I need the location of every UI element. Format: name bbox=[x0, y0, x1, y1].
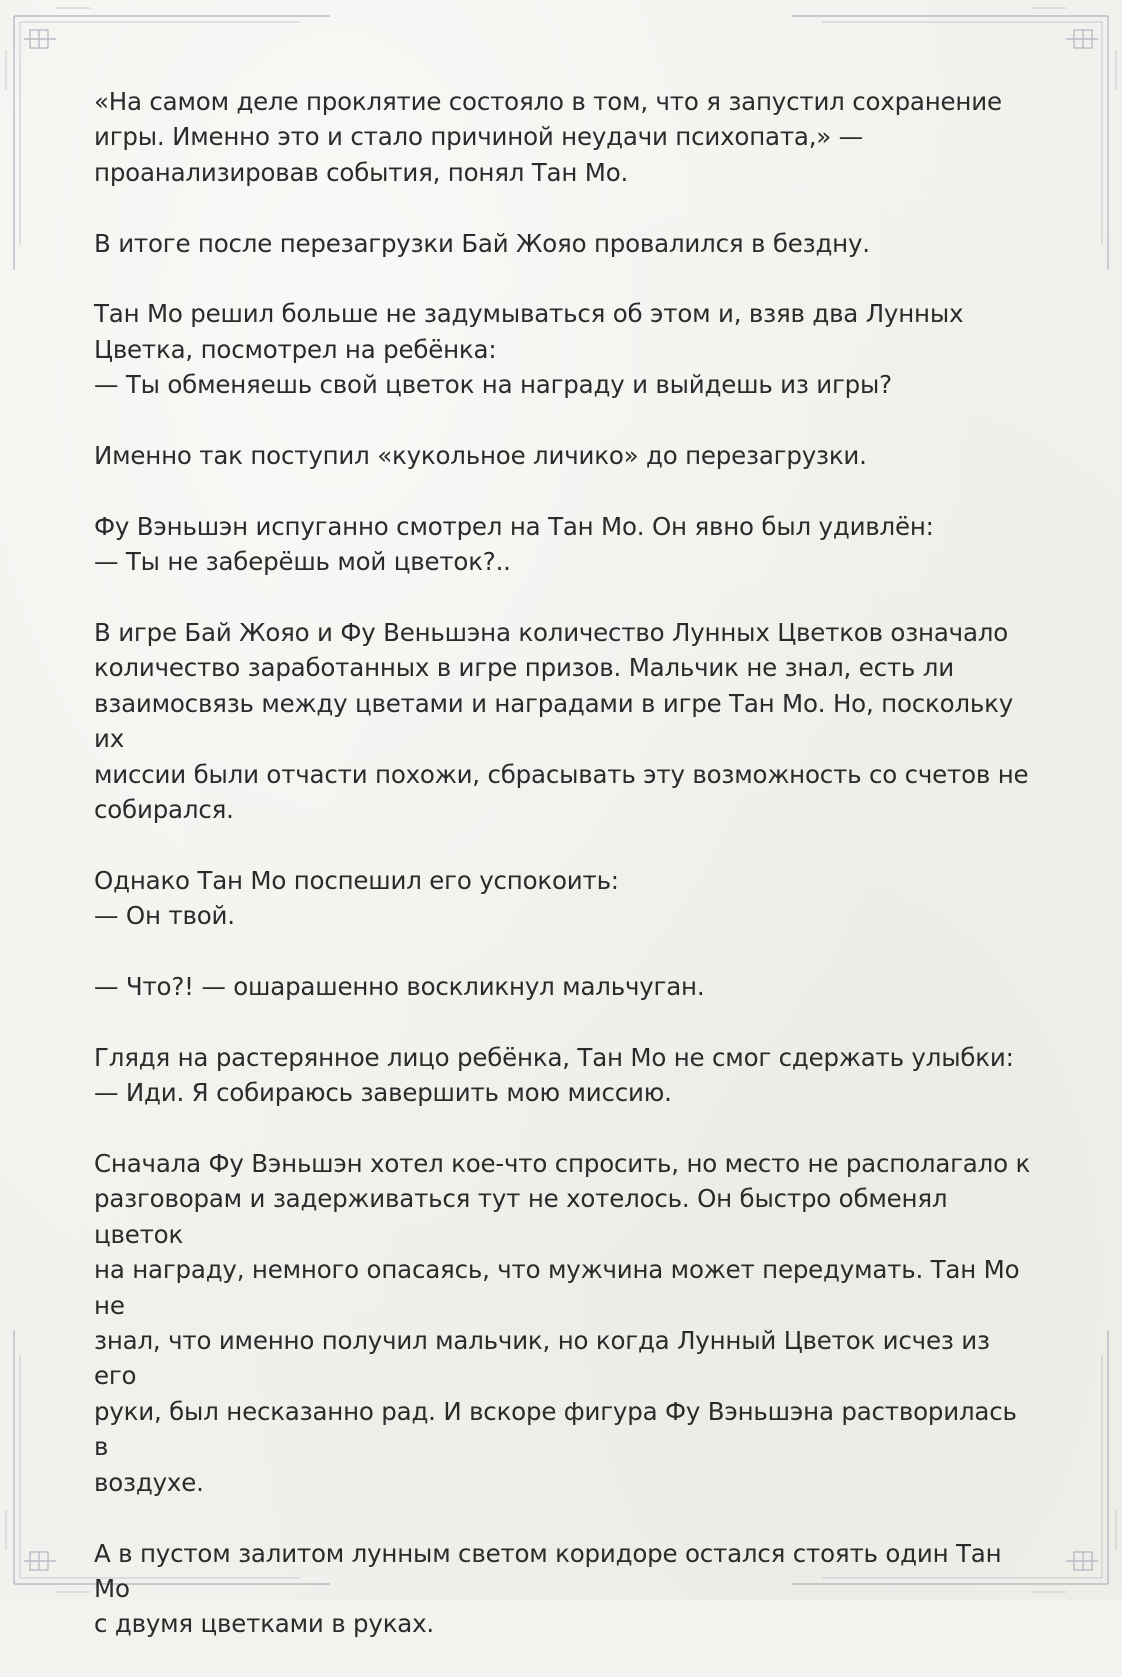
text-line: игры. Именно это и стало причиной неудачи психопата,» — bbox=[94, 122, 863, 152]
dialogue-line: — Иди. Я собираюсь завершить мою миссию. bbox=[94, 1078, 672, 1108]
document-body bbox=[94, 84, 1034, 1677]
dialogue-line: — Ты обменяешь свой цветок на награду и выйдешь из игры? bbox=[94, 370, 892, 400]
text-line: В итоге после перезагрузки Бай Жояо провалился в бездну. bbox=[94, 228, 870, 258]
text-line: руки, был несказанно рад. И вскоре фигура Фу Вэньшэна растворилась в bbox=[94, 1396, 1017, 1462]
text-line: В игре Бай Жояо и Фу Веньшэна количество Лунных Цветков означало bbox=[94, 618, 1009, 648]
text-line: Глядя на растерянное лицо ребёнка, Тан Мо не смог сдержать улыбки: bbox=[94, 1042, 1014, 1072]
paragraph-6 bbox=[94, 615, 1034, 827]
text-line: с двумя цветками в руках. bbox=[94, 1609, 434, 1639]
text-line: Цветка, посмотрел на ребёнка: bbox=[94, 334, 497, 364]
text-line: разговорам и задерживаться тут не хотелось. Он быстро обменял цветок bbox=[94, 1184, 948, 1249]
dialogue-line: — Что?! — ошарашенно воскликнул мальчуган. bbox=[94, 972, 705, 1002]
text-line: А в пустом залитом лунным светом коридоре остался стоять один Тан Мо bbox=[94, 1538, 1002, 1603]
paragraph-7 bbox=[94, 863, 1034, 934]
paragraph-3 bbox=[94, 296, 1034, 402]
paragraph-4 bbox=[94, 438, 1034, 473]
text-line: Фу Вэньшэн испуганно смотрел на Тан Мо. Он явно был удивлён: bbox=[94, 511, 934, 541]
paragraph-11 bbox=[94, 1536, 1034, 1642]
text-line: Именно так поступил «кукольное личико» до перезагрузки. bbox=[94, 441, 867, 471]
paragraph-10 bbox=[94, 1146, 1034, 1500]
text-line: на награду, немного опасаясь, что мужчина может передумать. Тан Мо не bbox=[94, 1255, 1020, 1320]
text-line: взаимосвязь между цветами и наградами в игре Тан Мо. Но, поскольку их bbox=[94, 688, 1013, 754]
text-line: количество заработанных в игре призов. Мальчик не знал, есть ли bbox=[94, 653, 954, 683]
text-line: Сначала Фу Вэньшэн хотел кое-что спросить, но место не располагало к bbox=[94, 1149, 1031, 1179]
paragraph-5 bbox=[94, 509, 1034, 580]
text-line: Тан Мо решил больше не задумываться об этом и, взяв два Лунных bbox=[94, 299, 964, 329]
text-line: «На самом деле проклятие состояло в том, что я запустил сохранение bbox=[94, 87, 1002, 116]
text-line: проанализировав события, понял Тан Мо. bbox=[94, 157, 629, 187]
text-line: знал, что именно получил мальчик, но когда Лунный Цветок исчез из его bbox=[94, 1326, 990, 1391]
paragraph-9 bbox=[94, 1040, 1034, 1111]
text-line: воздухе. bbox=[94, 1467, 204, 1497]
text-line: Однако Тан Мо поспешил его успокоить: bbox=[94, 865, 619, 895]
paragraph-2 bbox=[94, 226, 1034, 261]
paragraph-1 bbox=[94, 84, 1034, 190]
text-line: собирался. bbox=[94, 795, 234, 825]
dialogue-line: — Ты не заберёшь мой цветок?.. bbox=[94, 547, 511, 577]
text-line: миссии были отчасти похожи, сбрасывать эту возможность со счетов не bbox=[94, 759, 1029, 789]
paragraph-8 bbox=[94, 969, 1034, 1004]
dialogue-line: — Он твой. bbox=[94, 901, 235, 931]
